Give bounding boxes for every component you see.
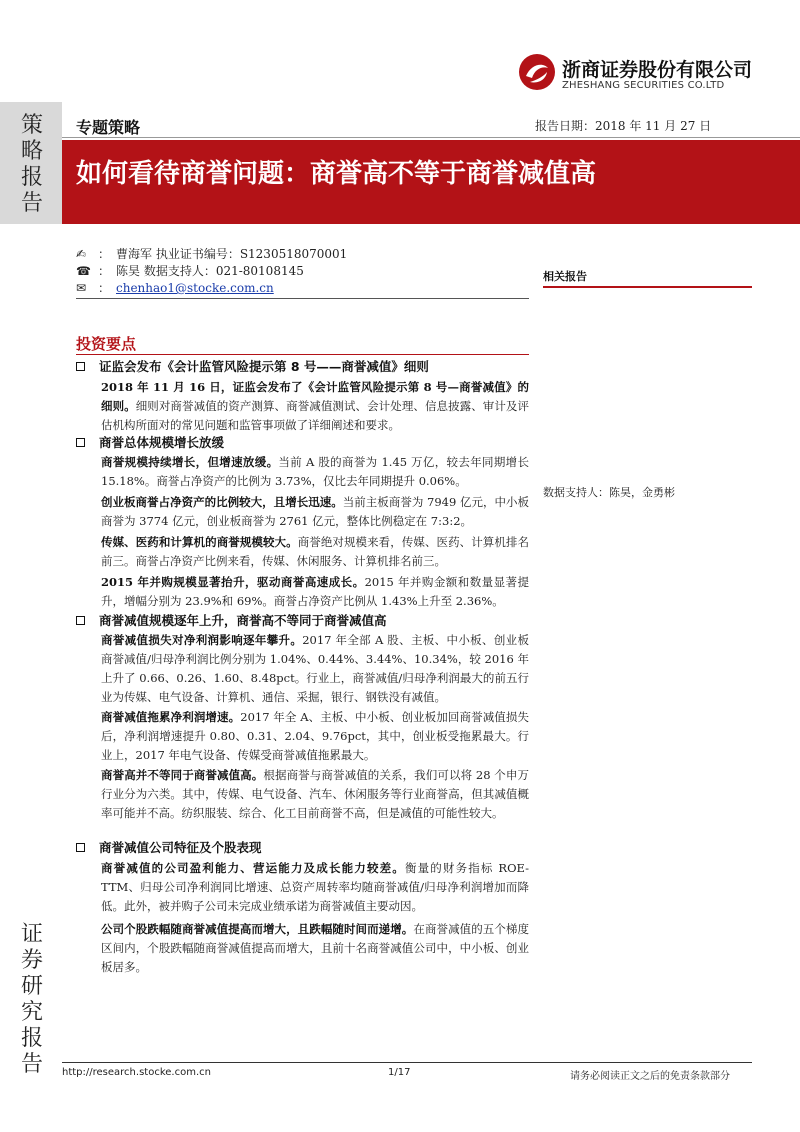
section-title-key-points: 投资要点 xyxy=(76,335,137,353)
company-name-cn: 浙商证券股份有限公司 xyxy=(562,59,753,81)
paragraph: 商誉高并不等同于商誉减值高。根据商誉与商誉减值的关系，我们可以将 28 个申万行业分为六类。其中，传媒、电气设备、汽车、休闲服务等行业商誉高，但其减值概率可能并不高。纺织服装、综合、化工目前商誉不高，但是减值的可能性较大。 xyxy=(101,768,530,820)
header-divider xyxy=(62,137,800,138)
paragraph: 商誉减值的公司盈利能力、营运能力及成长能力较差。衡量的财务指标 ROE-TTM、归母公司净利润同比增速、总资产周转率均随商誉减值/归母净利润增加而降低。此外，被并购子公司未完成业绩承诺为商誉减值主要动因。 xyxy=(101,861,529,913)
report-title: 如何看待商誉问题：商誉高不等于商誉减值高 xyxy=(76,159,597,189)
page-number: 1/17 xyxy=(388,1067,411,1078)
checkbox-icon xyxy=(76,843,85,852)
phone-icon: ☎ xyxy=(76,264,91,278)
disclaimer-note: 请务必阅读正文之后的免责条款部分 xyxy=(570,1071,730,1082)
checkbox-icon xyxy=(76,362,85,371)
report-date: 报告日期：2018 年 11 月 27 日 xyxy=(535,119,712,133)
related-reports-title: 相关报告 xyxy=(543,270,587,283)
footer-website-link[interactable]: http://research.stocke.com.cn xyxy=(62,1067,211,1078)
data-support-note: 数据支持人：陈昊，金勇彬 xyxy=(543,486,675,499)
checkbox-icon xyxy=(76,438,85,447)
bullet-heading: 商誉减值规模逐年上升，商誉高不等同于商誉减值高 xyxy=(76,612,387,630)
mail-icon: ✉ xyxy=(76,281,87,295)
email-link[interactable]: chenhao1@stocke.com.cn xyxy=(116,281,274,295)
paragraph: 商誉减值拖累净利润增速。2017 年全 A、主板、中小板、创业板加回商誉减值损失后，净利润增速提升 0.80、0.31、2.04、9.76pct，其中，创业板受拖累最大。行业上，2017 年电气设备、传媒受商誉减值拖累最大。 xyxy=(101,710,530,762)
author-row-analyst: ✍ ： 曹海军 执业证书编号：S1230518070001 xyxy=(76,247,348,261)
footer-divider xyxy=(62,1062,752,1063)
support-info: 陈昊 数据支持人：021-80108145 xyxy=(116,264,304,278)
paragraph: 商誉规模持续增长，但增速放缓。当前 A 股的商誉为 1.45 万亿，较去年同期增长 15.18%。商誉占净资产的比例为 3.73%，仅比去年同期提升 0.06%。 xyxy=(101,455,530,488)
paragraph: 2015 年并购规模显著抬升，驱动商誉高速成长。2015 年并购金额和数量显著提升，增幅分别为 23.9%和 69%。商誉占净资产比例从 1.43%上升至 2.36%。 xyxy=(101,575,530,608)
pen-icon: ✍ xyxy=(76,247,87,261)
paragraph: 创业板商誉占净资产的比例较大，且增长迅速。当前主板商誉为 7949 亿元，中小板商誉为 3774 亿元，创业板商誉为 2761 亿元，整体比例稳定在 7:3:2。 xyxy=(101,495,530,528)
analyst-info: 曹海军 执业证书编号：S1230518070001 xyxy=(116,247,348,261)
title-banner xyxy=(62,140,800,224)
bullet-heading: 商誉减值公司特征及个股表现 xyxy=(76,839,262,857)
author-divider xyxy=(76,298,529,299)
checkbox-icon xyxy=(76,616,85,625)
paragraph: 传媒、医药和计算机的商誉规模较大。商誉绝对规模来看，传媒、医药、计算机排名前三。商誉占净资产比例来看，传媒、休闲服务、计算机排名前三。 xyxy=(101,535,530,568)
paragraph: 商誉减值损失对净利润影响逐年攀升。2017 年全部 A 股、主板、中小板、创业板商誉减值/归母净利润比例分别为 1.04%、0.44%、3.44%、10.34%，较 2016 年上升了 0.66、0.26、1.60、8.48pct。行业上，商誉减值/归母净利润最大的前五行业为传媒、电气设备、计算机、通信、采掘，银行、钢铁没有减值。 xyxy=(101,633,529,704)
related-reports-divider xyxy=(543,286,752,288)
author-row-email: ✉ ： chenhao1@stocke.com.cn xyxy=(76,281,274,295)
company-name-en: ZHESHANG SECURITIES CO.LTD xyxy=(562,80,725,91)
side-label-strategy-report: 策略报告 xyxy=(20,113,43,216)
side-label-securities-research: 证券研究报告 xyxy=(20,922,43,1077)
bullet-heading: 商誉总体规模增长放缓 xyxy=(76,434,224,452)
paragraph: 公司个股跌幅随商誉减值提高而增大，且跌幅随时间而递增。在商誉减值的五个梯度区间内，个股跌幅随商誉减值提高而增大，且前十名商誉减值公司中，中小板、创业板居多。 xyxy=(101,922,529,974)
author-row-support: ☎ ： 陈昊 数据支持人：021-80108145 xyxy=(76,264,304,278)
bullet-heading: 证监会发布《会计监管风险提示第 8 号——商誉减值》细则 xyxy=(76,358,429,376)
company-logo-icon xyxy=(517,52,557,92)
document-type: 专题策略 xyxy=(76,118,141,137)
paragraph: 2018 年 11 月 16 日，证监会发布了《会计监管风险提示第 8 号—商誉减值》的细则。细则对商誉减值的资产测算、商誉减值测试、会计处理、信息披露、审计及评估机构所面对的常见问题和监管事项做了详细阐述和要求。 xyxy=(101,380,530,432)
section-divider xyxy=(76,354,529,355)
